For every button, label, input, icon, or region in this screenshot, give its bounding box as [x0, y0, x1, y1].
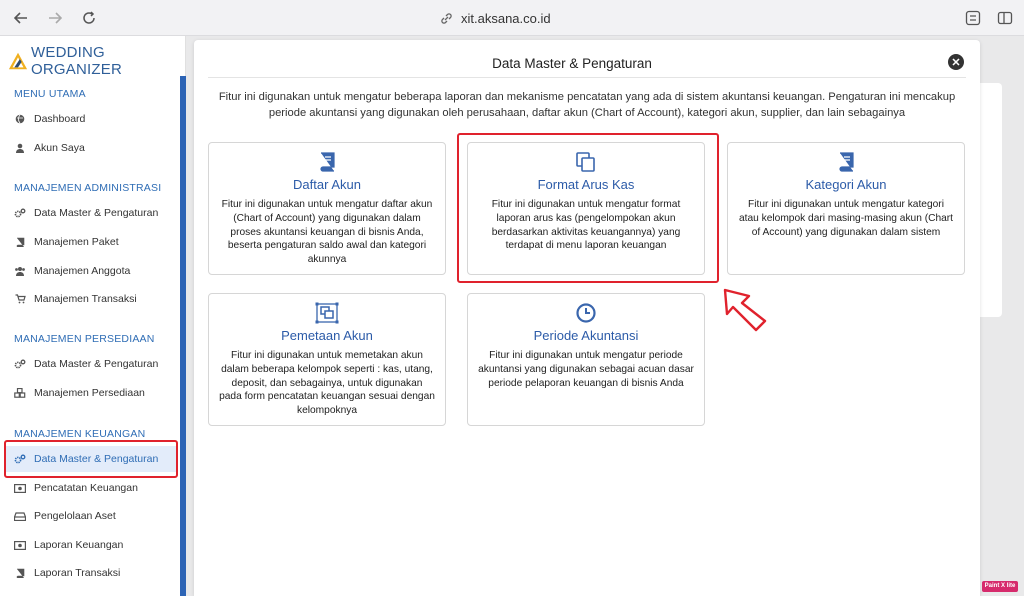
cubes-icon	[14, 387, 26, 399]
sidebar-toggle-icon[interactable]	[994, 7, 1016, 29]
card-description: Fitur ini digunakan untuk mengatur periode akuntansi yang digunakan sebagai acuan dasar periode pelaporan keuangan di bisnis Anda	[478, 350, 694, 389]
sidebar-item-laporan-keuangan[interactable]	[6, 532, 176, 558]
back-icon[interactable]	[10, 7, 32, 29]
sidebar-item-data-master-persediaan[interactable]	[6, 351, 176, 377]
card-periode-akuntansi[interactable]	[467, 293, 705, 426]
divider	[208, 77, 966, 78]
watermark-badge: Paint X lite	[982, 581, 1018, 592]
reader-icon[interactable]	[962, 7, 984, 29]
sidebar-scrollbar[interactable]	[180, 76, 186, 596]
user-icon	[14, 142, 26, 154]
sidebar-item-label: Manajemen Persediaan	[34, 387, 145, 399]
card-title: Format Arus Kas	[537, 177, 635, 192]
sidebar-item-laporan-transaksi[interactable]	[6, 560, 176, 586]
brand-logo[interactable]	[8, 44, 185, 78]
forward-icon[interactable]	[44, 7, 66, 29]
object-group-icon	[209, 302, 445, 324]
clock-icon	[468, 302, 704, 324]
close-button[interactable]	[948, 54, 964, 70]
book-icon	[728, 151, 964, 173]
address-bar[interactable]	[440, 8, 551, 28]
sidebar-item-label: Dashboard	[34, 113, 86, 125]
card-description: Fitur ini digunakan untuk memetakan akun dalam beberapa kelompok seperti : kas, utang, deposit, dan sebagainya, untuk digunakan pada form pencatatan keuangan sesuai dengan kelompoknya	[219, 350, 435, 417]
sidebar-item-label: Akun Saya	[34, 142, 85, 154]
sidebar-item-label: Pengelolaan Aset	[34, 510, 116, 522]
sidebar-item-label: Manajemen Paket	[34, 236, 119, 248]
money-icon	[14, 539, 26, 551]
money-icon	[14, 482, 26, 494]
card-title: Daftar Akun	[293, 177, 361, 192]
sidebar-item-label: Data Master & Pengaturan	[34, 207, 159, 219]
cart-icon	[14, 293, 26, 305]
annotation-arrow-icon	[722, 287, 768, 333]
sidebar-item-label: Data Master & Pengaturan	[34, 453, 159, 465]
close-icon: ✕	[951, 56, 961, 69]
sidebar-item-label: Manajemen Anggota	[34, 265, 131, 277]
book-icon	[14, 236, 26, 248]
section-title-manajemen-keuangan: MANAJEMEN KEUANGAN	[14, 428, 146, 440]
book-icon	[209, 151, 445, 173]
link-icon	[440, 12, 453, 25]
book-icon	[14, 567, 26, 579]
section-title-manajemen-persediaan: MANAJEMEN PERSEDIAAN	[14, 333, 155, 345]
sidebar-item-manajemen-anggota[interactable]	[6, 258, 176, 284]
sidebar-item-manajemen-paket[interactable]	[6, 229, 176, 255]
hdd-icon	[14, 510, 26, 522]
browser-toolbar	[0, 0, 1024, 36]
globe-icon	[14, 113, 26, 125]
card-title: Kategori Akun	[805, 177, 887, 192]
sidebar-item-label: Laporan Keuangan	[34, 539, 124, 551]
section-title-manajemen-administrasi: MANAJEMEN ADMINISTRASI	[14, 182, 162, 194]
sidebar-item-label: Manajemen Transaksi	[34, 293, 137, 305]
modal-title: Data Master & Pengaturan	[492, 56, 652, 71]
gears-icon	[14, 358, 26, 370]
card-daftar-akun[interactable]	[208, 142, 446, 275]
modal-intro: Fitur ini digunakan untuk mengatur beberapa laporan dan mekanisme pencatatan yang ada di sistem akuntansi keuangan. Pengaturan ini mencakup periode akuntansi yang digunakan oleh perusahaan, daftar akun (Chart of Account), kategori akun, supplier, dan lain sebagainya	[218, 91, 956, 119]
sidebar-item-manajemen-persediaan[interactable]	[6, 380, 176, 406]
sidebar-item-manajemen-transaksi[interactable]	[6, 286, 176, 312]
modal-dialog	[194, 40, 980, 596]
gears-icon	[14, 207, 26, 219]
card-kategori-akun[interactable]	[727, 142, 965, 275]
url-text: xit.aksana.co.id	[461, 10, 551, 26]
sidebar-item-pencatatan-keuangan[interactable]	[6, 475, 176, 501]
sidebar-item-data-master-administrasi[interactable]	[6, 200, 176, 226]
card-title: Periode Akuntansi	[533, 328, 639, 343]
sidebar-item-pengelolaan-aset[interactable]	[6, 503, 176, 529]
users-icon	[14, 265, 26, 277]
sidebar-item-label: Data Master & Pengaturan	[34, 358, 159, 370]
card-title: Pemetaan Akun	[281, 328, 373, 343]
gears-watermark-icon	[974, 470, 980, 596]
highlight-box-card	[457, 133, 719, 283]
section-title-menu-utama: MENU UTAMA	[14, 88, 86, 100]
sidebar-item-akun-saya[interactable]	[6, 135, 176, 161]
reload-icon[interactable]	[78, 7, 100, 29]
card-description: Fitur ini digunakan untuk mengatur kategori atau kelompok dari masing-masing akun (Chart of Account) yang digunakan dalam sistem	[738, 199, 954, 238]
brand-name: WEDDING ORGANIZER	[31, 44, 122, 78]
logo-icon	[8, 51, 28, 71]
card-description: Fitur ini digunakan untuk mengatur format laporan arus kas (pengelompokan akun berdasarkan aktivitas keuangannya) yang terdapat di menu laporan keuangan	[491, 199, 681, 252]
card-pemetaan-akun[interactable]	[208, 293, 446, 426]
sidebar-item-label: Pencatatan Keuangan	[34, 482, 138, 494]
sidebar-item-label: Laporan Transaksi	[34, 567, 121, 579]
sidebar-item-dashboard[interactable]	[6, 106, 176, 132]
card-description: Fitur ini digunakan untuk mengatur daftar akun (Chart of Account) yang digunakan dalam proses akuntansi keuangan di bisnis Anda, beserta pengaturan saldo awal dan kategori akunnya	[221, 199, 433, 266]
highlight-box-sidebar	[4, 440, 178, 478]
